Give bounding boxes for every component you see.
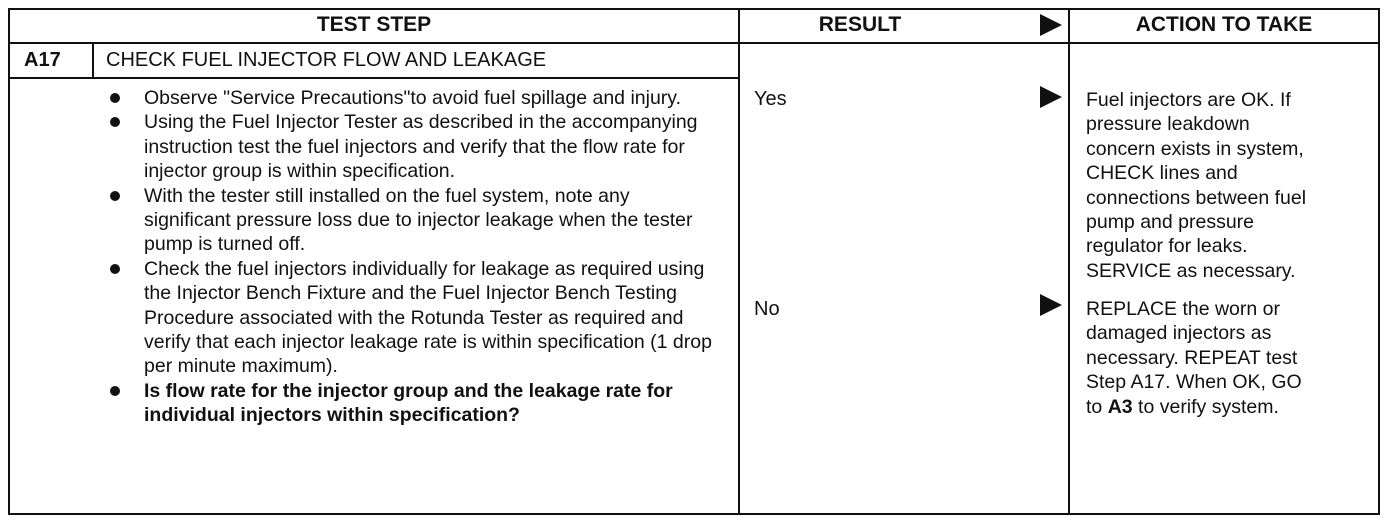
action-no: REPLACE the worn or damaged injectors as necessary. REPEAT test Step A17. When OK, GO to A3 to verify system. bbox=[1086, 298, 1302, 418]
table-left-border bbox=[8, 8, 10, 515]
step-reference-link: A3 bbox=[1107, 395, 1133, 418]
step-number-divider bbox=[92, 42, 94, 79]
bullet-icon bbox=[110, 93, 120, 103]
instruction-question: Is flow rate for the injector group and the leakage rate for individual injectors within specification? bbox=[104, 379, 714, 428]
result-yes: Yes bbox=[754, 88, 787, 110]
result-no-arrow-icon bbox=[1040, 294, 1062, 316]
action-yes: Fuel injectors are OK. If pressure leakdown concern exists in system, CHECK lines and connections between fuel pump and pressure regulator for leaks. SERVICE as necessary. bbox=[1086, 89, 1307, 282]
test-step-column-divider bbox=[738, 8, 740, 515]
header-result: RESULT bbox=[818, 13, 902, 36]
bullet-icon bbox=[110, 117, 120, 127]
result-column-divider bbox=[1068, 8, 1070, 515]
table-bottom-border bbox=[8, 513, 1380, 515]
table-top-border bbox=[8, 8, 1380, 10]
instruction-item: Check the fuel injectors individually for leakage as required using the Injector Bench Fixture and the Fuel Injector Bench Testing Procedure associated with the Rotunda Tester as required and verify that each injector leakage rate is within specification (1 drop per minute maximum). bbox=[104, 257, 714, 379]
instruction-item: With the tester still installed on the fuel system, note any significant pressure loss due to injector leakage when the tester pump is turned off. bbox=[104, 184, 714, 257]
instruction-item: Observe "Service Precautions"to avoid fuel spillage and injury. bbox=[104, 86, 714, 110]
header-arrow-icon bbox=[1040, 14, 1062, 36]
bullet-icon bbox=[110, 191, 120, 201]
bullet-icon bbox=[110, 264, 120, 274]
step-row-bottom-rule bbox=[8, 77, 738, 79]
instruction-item: Using the Fuel Injector Tester as described in the accompanying instruction test the fuel injectors and verify that the flow rate for injector group is within specification. bbox=[104, 110, 714, 183]
instruction-list bbox=[104, 86, 714, 428]
result-yes-arrow-icon bbox=[1040, 86, 1062, 108]
step-number: A17 bbox=[24, 49, 61, 71]
bullet-icon bbox=[110, 386, 120, 396]
header-test-step: TEST STEP bbox=[316, 13, 432, 36]
step-title: CHECK FUEL INJECTOR FLOW AND LEAKAGE bbox=[106, 49, 547, 71]
result-no: No bbox=[754, 298, 780, 320]
header-bottom-rule bbox=[8, 42, 1380, 44]
table-right-border bbox=[1378, 8, 1380, 515]
header-action-to-take: ACTION TO TAKE bbox=[1135, 13, 1313, 36]
